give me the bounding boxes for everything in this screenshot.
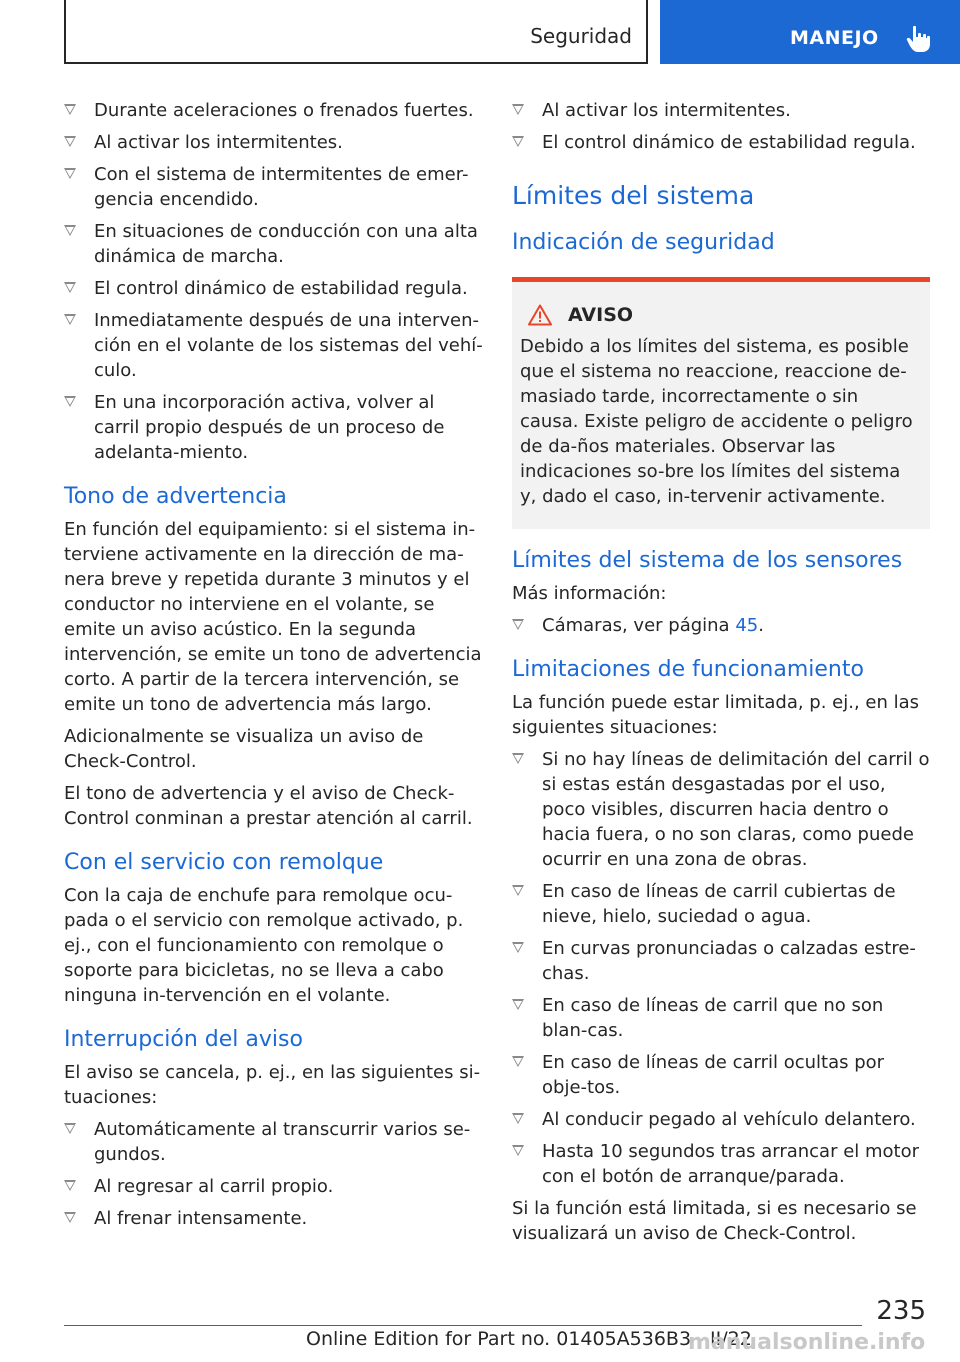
paragraph: El aviso se cancela, p. ej., en las siguientes si-tuaciones:	[64, 1062, 481, 1108]
bullet-triangle-icon	[64, 396, 76, 407]
bullet-triangle-icon	[512, 753, 524, 764]
footer-divider	[64, 1325, 862, 1326]
list-item: En situaciones de conducción con una alta dinámica de marcha.	[64, 219, 484, 269]
bullet-triangle-icon	[64, 168, 76, 179]
list-item: El control dinámico de estabilidad regula.	[512, 130, 930, 155]
heading-indicacion-seguridad: Indicación de seguridad	[512, 230, 775, 255]
right-column	[512, 98, 930, 1253]
bullet-triangle-icon	[512, 1145, 524, 1156]
bullet-triangle-icon	[512, 1113, 524, 1124]
bullet-triangle-icon	[64, 225, 76, 236]
paragraph: Adicionalmente se visualiza un aviso de Check-Control.	[64, 726, 424, 772]
bullet-triangle-icon	[512, 619, 524, 630]
bullet-triangle-icon	[512, 1056, 524, 1067]
left-column	[64, 98, 484, 1238]
warning-box	[512, 277, 930, 529]
warning-triangle-icon	[528, 304, 552, 326]
bullet-triangle-icon	[64, 314, 76, 325]
bullet-triangle-icon	[512, 104, 524, 115]
list-item: En caso de líneas de carril cubiertas de nieve, hielo, suciedad o agua.	[512, 879, 930, 929]
header-section-title: Seguridad	[530, 24, 632, 48]
list-item: Si no hay líneas de delimitación del carril o si estas están desgastadas por el uso, poco visibles, discurren hacia dentro o hacia fuera, o no son claras, como puede ocurrir en una zona de obras.	[512, 747, 930, 872]
warning-title: AVISO	[520, 304, 922, 326]
heading-limites-sistema: Límites del sistema	[512, 181, 755, 210]
heading-tono-advertencia: Tono de advertencia	[64, 484, 287, 509]
heading-limites-sensores: Límites del sistema de los sensores	[512, 548, 903, 573]
page-number: 235	[876, 1296, 926, 1326]
bullet-triangle-icon	[512, 942, 524, 953]
page-link-45[interactable]: 45	[735, 615, 759, 636]
bullet-triangle-icon	[64, 1123, 76, 1134]
bullet-triangle-icon	[512, 885, 524, 896]
list-item: Con el sistema de intermitentes de emer-gencia encendido.	[64, 162, 484, 212]
warning-text: Debido a los límites del sistema, es posible que el sistema no reaccione, reaccione de-masiado tarde, incorrectamente o sin causa. Existe peligro de accidente o peligro de da-ños materiales. Observar las indicaciones so-bre los límites del sistema y, dado el caso, in-tervenir activamente.	[520, 336, 913, 507]
list-item: Al frenar intensamente.	[64, 1206, 484, 1231]
watermark: manualsonline.info	[688, 1330, 926, 1355]
paragraph: Más información:	[512, 583, 667, 604]
bullet-triangle-icon	[64, 136, 76, 147]
bullet-triangle-icon	[512, 136, 524, 147]
list-item: El control dinámico de estabilidad regula.	[64, 276, 484, 301]
list-item: Al activar los intermitentes.	[64, 130, 484, 155]
heading-interrupcion-aviso: Interrupción del aviso	[64, 1027, 303, 1052]
list-item: Inmediatamente después de una interven-ción en el volante de los sistemas del vehí-culo.	[64, 308, 484, 383]
paragraph: Si la función está limitada, si es necesario se visualizará un aviso de Check-Control.	[512, 1198, 917, 1244]
heading-limitaciones-funcionamiento: Limitaciones de funcionamiento	[512, 657, 864, 682]
header-chapter-label: MANEJO	[790, 27, 879, 49]
list-item: Durante aceleraciones o frenados fuertes.	[64, 98, 484, 123]
hand-pointer-icon	[904, 24, 934, 54]
footer-edition: Online Edition for Part no. 01405A536B3 - II/22	[306, 1328, 752, 1350]
bullet-triangle-icon	[64, 1212, 76, 1223]
list-item: En una incorporación activa, volver al carril propio después de un proceso de adelanta-miento.	[64, 390, 484, 465]
list-item: Cámaras, ver página 45.	[512, 613, 930, 638]
heading-servicio-remolque: Con el servicio con remolque	[64, 850, 384, 875]
list-item: Automáticamente al transcurrir varios se-gundos.	[64, 1117, 484, 1167]
paragraph: La función puede estar limitada, p. ej., en las siguientes situaciones:	[512, 692, 920, 738]
list-item: Hasta 10 segundos tras arrancar el motor con el botón de arranque/parada.	[512, 1139, 930, 1189]
header-section-box	[64, 0, 648, 64]
bullet-triangle-icon	[64, 1180, 76, 1191]
list-item: Al activar los intermitentes.	[512, 98, 930, 123]
bullet-triangle-icon	[64, 104, 76, 115]
list-item: Al conducir pegado al vehículo delantero.	[512, 1107, 930, 1132]
paragraph: Con la caja de enchufe para remolque ocu-pada o el servicio con remolque activado, p. ej., con el funcionamiento con remolque o soporte para bicicletas, no se lleva a cabo ninguna in-tervención en el volante.	[64, 885, 464, 1006]
list-item: En curvas pronunciadas o calzadas estre-chas.	[512, 936, 930, 986]
paragraph: El tono de advertencia y el aviso de Check-Control conminan a prestar atención al carril.	[64, 783, 473, 829]
bullet-triangle-icon	[512, 999, 524, 1010]
list-item: Al regresar al carril propio.	[64, 1174, 484, 1199]
header-chapter-tab[interactable]	[660, 0, 960, 64]
list-item: En caso de líneas de carril ocultas por obje-tos.	[512, 1050, 930, 1100]
paragraph: En función del equipamiento: si el sistema in-terviene activamente en la dirección de ma-nera breve y repetida durante 3 minutos y el conductor no interviene en el volante, se emite un aviso acústico. En la segunda intervención, se emite un tono de advertencia corto. A partir de la tercera intervención, se emite un tono de advertencia más largo.	[64, 519, 482, 715]
list-item: En caso de líneas de carril que no son blan-cas.	[512, 993, 930, 1043]
bullet-triangle-icon	[64, 282, 76, 293]
